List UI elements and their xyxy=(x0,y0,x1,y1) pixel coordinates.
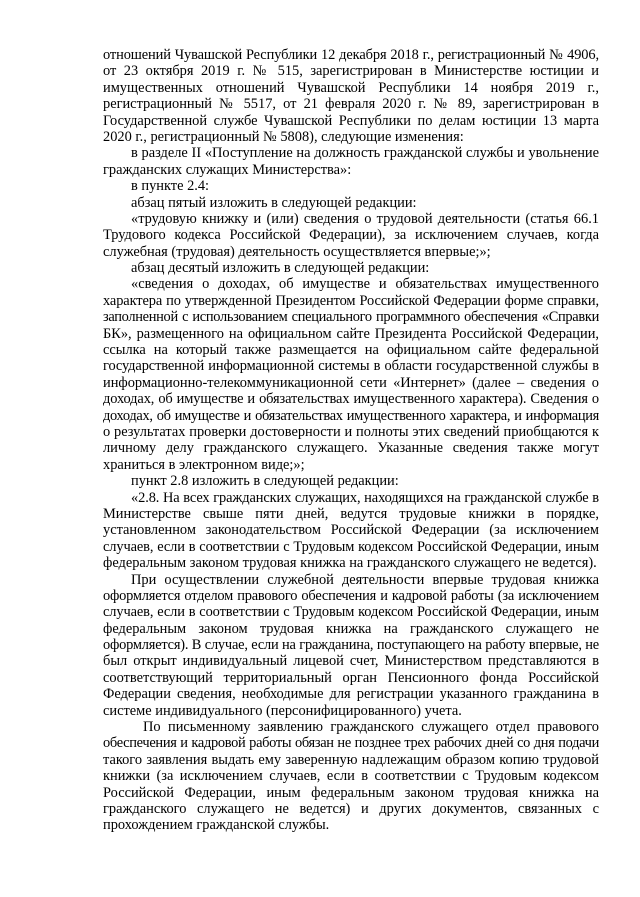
text-line: оформляется отделом правового обеспечения и кадровой работы (за исключением xyxy=(103,587,599,604)
text-line: «сведения о доходах, об имуществе и обязательствах имущественного xyxy=(131,276,599,293)
text-line: «2.8. На всех гражданских служащих, находящихся на гражданской службе в xyxy=(131,489,599,506)
text-line: Трудового кодекса Российской Федерации), за исключением случаев, когда xyxy=(103,227,599,244)
text-line: регистрационный № 5517, от 21 февраля 2020 г. № 89, зарегистрирован в xyxy=(103,96,599,113)
text-line: служебная (трудовая) деятельность осуществляется впервые;»; xyxy=(103,243,491,260)
text-line: абзац десятый изложить в следующей редакции: xyxy=(131,260,430,277)
text-line: в разделе II «Поступление на должность гражданской службы и увольнение xyxy=(131,145,599,162)
text-line: случаев, если в соответствии с Трудовым кодексом Российской Федерации, иным xyxy=(103,538,599,555)
document-body xyxy=(103,47,599,834)
text-line: заполненной с использованием специального программного обеспечения «Справки xyxy=(103,309,599,326)
text-line: 2020 г., регистрационный № 5808), следующие изменения: xyxy=(103,128,464,145)
text-line: Российской Федерации, иным федеральным законом трудовая книжка на xyxy=(103,784,599,801)
text-line: Федерации сведения, необходимые для регистрации указанного гражданина в xyxy=(103,686,599,703)
text-line: случаев, если в соответствии с Трудовым кодексом Российской Федерации, иным xyxy=(103,604,599,621)
text-line: был открыт индивидуальный лицевой счет, Министерством представляются в xyxy=(103,653,599,670)
text-line: имущественных отношений Чувашской Республики 14 ноября 2019 г., xyxy=(103,79,599,96)
text-line: доходах, об имуществе и обязательствах имущественного характера, и информация xyxy=(103,407,599,424)
text-line: По письменному заявлению гражданского служащего отдел правового xyxy=(143,719,599,736)
text-line: установленном законодательством Российской Федерации (за исключением xyxy=(103,522,599,539)
text-line: ссылка на который также размещается на официальном сайте федеральной xyxy=(103,342,599,359)
text-line: характера по утвержденной Президентом Российской Федерации форме справки, xyxy=(103,292,599,309)
text-line: «трудовую книжку и (или) сведения о трудовой деятельности (статья 66.1 xyxy=(131,210,599,227)
text-line: оформляется). В случае, если на гражданина, поступающего на работу впервые, не xyxy=(103,637,599,654)
text-line: о результатах проверки достоверности и полноты этих сведений приобщаются к xyxy=(103,423,599,440)
text-line: обеспечения и кадровой работы обязан не позднее трех рабочих дней со дня подачи xyxy=(103,735,599,752)
text-line: от 23 октября 2019 г. № 515, зарегистрирован в Министерстве юстиции и xyxy=(103,63,599,80)
text-line: федеральным законом трудовая книжка на гражданского служащего не ведется). xyxy=(103,555,597,572)
text-line: При осуществлении служебной деятельности впервые трудовая книжка xyxy=(131,571,599,588)
text-line: БК», размещенного на официальном сайте Президента Российской Федерации, xyxy=(103,325,599,342)
text-line: отношений Чувашской Республики 12 декабря 2018 г., регистрационный № 4906, xyxy=(103,47,599,63)
text-line: Министерстве свыше пяти дней, ведутся трудовые книжки в порядке, xyxy=(103,505,599,522)
text-line: соответствующий территориальный орган Пенсионного фонда Российской xyxy=(103,669,599,686)
text-line: Государственной службе Чувашской Республики по делам юстиции 13 марта xyxy=(103,112,599,129)
text-line: гражданского служащего не ведется) и других документов, связанных с xyxy=(103,800,599,817)
text-line: в пункте 2.4: xyxy=(131,178,210,195)
text-line: федеральным законом трудовая книжка на гражданского служащего не xyxy=(103,620,599,637)
text-line: книжки (за исключением случаев, если в соответствии с Трудовым кодексом xyxy=(103,768,599,785)
text-line: гражданских служащих Министерства»: xyxy=(103,161,352,178)
text-line: такого заявления выдать ему заверенную надлежащим образом копию трудовой xyxy=(103,751,599,768)
text-line: доходах, об имуществе и обязательствах имущественного характера). Сведения о xyxy=(103,391,599,408)
text-line: пункт 2.8 изложить в следующей редакции: xyxy=(131,473,399,490)
text-line: храниться в электронном виде;»; xyxy=(103,456,305,473)
text-line: государственной информационной системы в области государственной службы в xyxy=(103,358,599,375)
text-line: абзац пятый изложить в следующей редакции: xyxy=(131,194,417,211)
text-line: личному делу гражданского служащего. Указанные сведения также могут xyxy=(103,440,599,457)
text-line: системе индивидуального (персонифицированного) учета. xyxy=(103,702,462,719)
text-line: прохождением гражданской службы. xyxy=(103,817,330,834)
text-line: информационно-телекоммуникационной сети «Интернет» (далее – сведения о xyxy=(103,374,599,391)
